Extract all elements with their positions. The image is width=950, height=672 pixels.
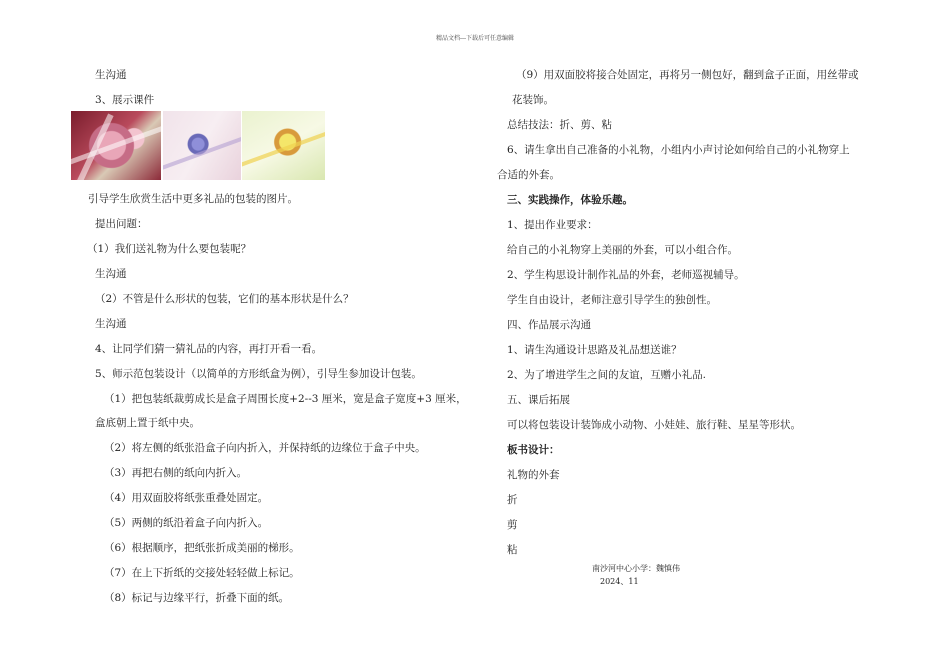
text-line: 1、提出作业要求： (507, 219, 598, 231)
author-signature: 南沙河中心小学：魏慎伟 (592, 564, 680, 573)
text-line: 2、为了增进学生之间的友谊，互赠小礼品. (507, 369, 707, 381)
text-line: （9）用双面胶将接合处固定，再将另一侧包好，翻到盒子正面，用丝带或 (516, 69, 859, 81)
text-line: 花装饰。 (512, 94, 554, 106)
text-line: 提出问题： (95, 218, 148, 230)
text-line: 生沟通 (95, 318, 127, 330)
text-line: 粘 (507, 544, 518, 556)
text-line: （8）标记与边缘平行，折叠下面的纸。 (104, 592, 290, 604)
gift-photo-yellow-bow (242, 111, 325, 180)
text-line: 引导学生欣赏生活中更多礼品的包装的图片。 (88, 193, 298, 205)
text-line: 礼物的外套 (507, 469, 560, 481)
text-line: （7）在上下折纸的交接处轻轻做上标记。 (104, 567, 300, 579)
section-heading: 四、作品展示沟通 (507, 319, 591, 331)
text-line: 4、让同学们猜一猜礼品的内容，再打开看一看。 (95, 343, 323, 355)
text-line: 1、请生沟通设计思路及礼品想送谁？ (507, 344, 682, 356)
text-line: 2、学生构思设计制作礼品的外套，老师巡视辅导。 (507, 269, 745, 281)
text-line: 合适的外套。 (497, 169, 560, 181)
page-header: 精品文档---下载后可任意编辑 (435, 35, 515, 42)
gift-photo-roses (71, 111, 161, 180)
text-line: 5、师示范包装设计（以简单的方形纸盒为例），引导生参加设计包装。 (95, 368, 422, 380)
text-line: （1）把包装纸裁剪成长是盒子周围长度+2--3 厘米，宽是盒子宽度+3 厘米， (104, 393, 467, 405)
text-line: 学生自由设计，老师注意引导学生的独创性。 (507, 294, 717, 306)
section-heading: 板书设计： (507, 444, 560, 456)
text-line: 给自己的小礼物穿上美丽的外套，可以小组合作。 (507, 244, 738, 256)
text-line: （1）我们送礼物为什么要包装呢？ (87, 243, 252, 255)
text-line: 生沟通 (95, 69, 127, 81)
text-line: 盒底朝上置于纸中央。 (95, 417, 200, 429)
text-line: （6）根据顺序，把纸张折成美丽的梯形。 (104, 542, 300, 554)
text-line: 可以将包装设计装饰成小动物、小娃娃、旅行鞋、星星等形状。 (507, 419, 801, 431)
date-line: 2024、11 (600, 577, 639, 586)
text-line: 剪 (507, 519, 518, 531)
gift-photo-lavender (163, 111, 241, 180)
text-line: 生沟通 (95, 268, 127, 280)
text-line: （3）再把右侧的纸向内折入。 (104, 467, 248, 479)
text-line: 折 (507, 494, 518, 506)
section-heading: 三、实践操作，体验乐趣。 (507, 194, 633, 206)
text-line: （5）两侧的纸沿着盒子向内折入。 (104, 517, 269, 529)
section-heading: 五、课后拓展 (507, 394, 570, 406)
text-line: （4）用双面胶将纸张重叠处固定。 (104, 492, 269, 504)
text-line: （2）将左侧的纸张沿盒子向内折入，并保持纸的边缘位于盒子中央。 (104, 442, 426, 454)
text-line: 6、请生拿出自己准备的小礼物，小组内小声讨论如何给自己的小礼物穿上 (507, 144, 850, 156)
text-line: 总结技法：折、剪、粘 (507, 119, 612, 131)
text-line: （2）不管是什么形状的包装，它们的基本形状是什么？ (95, 293, 354, 305)
text-line: 3、展示课件 (95, 94, 155, 106)
